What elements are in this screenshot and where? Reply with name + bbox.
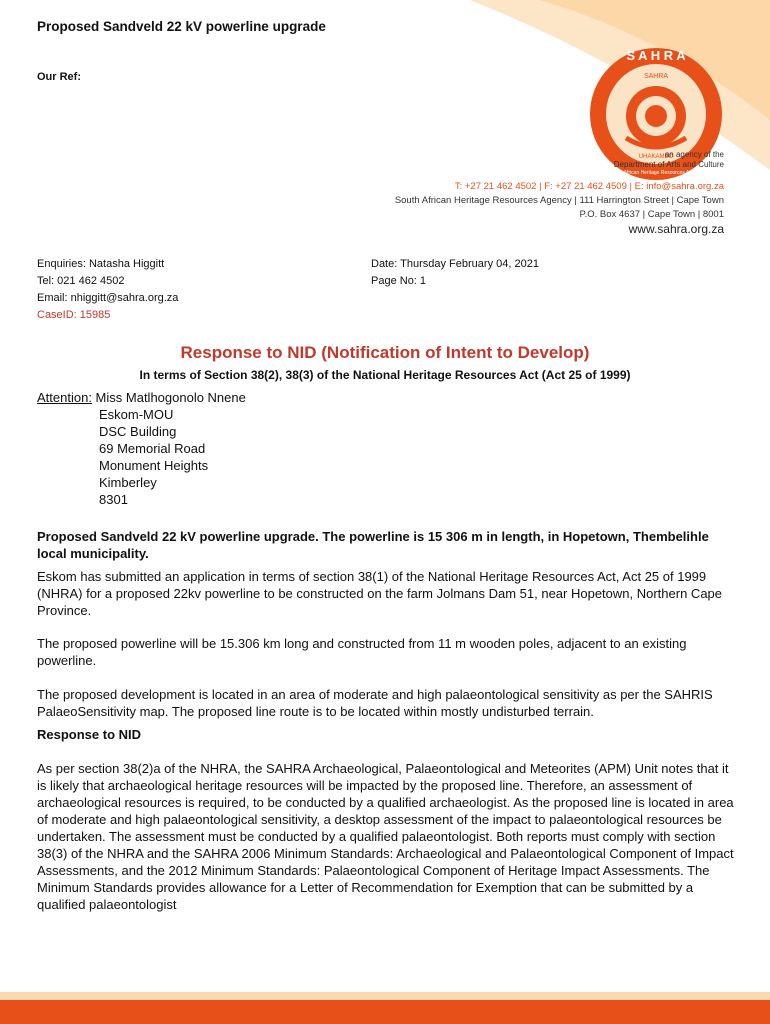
agency-website[interactable]: www.sahra.org.za [628,222,724,236]
agency-department: Department of Arts and Culture [613,160,724,169]
attention-line [37,389,246,406]
paragraph-powerline: The proposed powerline will be 15.306 km long and constructed from 11 m wooden poles, adjacent to an existing powerline. [37,636,687,668]
paragraph-application: Eskom has submitted an application in terms of section 38(1) of the National Heritage Resources Act, Act 25 of 1999 (NHRA) for a proposed 22kv powerline to be constructed on the farm Jolmans Dam 51, near Hopetown, Northern Cape Province. [37,569,723,618]
address-line: Kimberley [99,475,157,490]
agency-address-line: South African Heritage Resources Agency | 111 Harrington Street | Cape Town [394,195,724,206]
footer-band [0,992,770,1024]
recipient-address [99,406,208,508]
attention-name: Miss Matlhogonolo Nnene [91,390,246,405]
case-id: CaseID: 15985 [37,309,111,321]
response-heading: Response to NID [37,727,142,742]
logo-side-text: South African Heritage Resources Agency [609,170,703,176]
address-line: DSC Building [99,424,177,439]
attention-label: Attention: [37,390,92,405]
enquiries-block [37,256,178,324]
agency-contact-line: T: +27 21 462 4502 | F: +27 21 462 4509 | E: info@sahra.org.za [454,181,724,192]
agency-of-text: an agency of the [664,150,724,159]
letter-date: Date: Thursday February 04, 2021 [371,258,539,270]
project-title: Proposed Sandveld 22 kV powerline upgrade. The powerline is 15 306 m in length, in Hopetown, Thembelihle local municipality. [37,529,709,561]
address-line: 69 Memorial Road [99,441,206,456]
date-block [371,256,539,290]
main-heading: Response to NID (Notification of Intent to Develop) [180,343,590,362]
logo-arc-text: S A H R A [626,48,686,63]
paragraph-sensitivity: The proposed development is located in an area of moderate and high palaeontological sensitivity as per the SAHRIS PalaeoSensitivity map. The proposed line route is to be located within mostly undisturbed terrain. [37,687,713,719]
sub-heading: In terms of Section 38(2), 38(3) of the National Heritage Resources Act (Act 25 of 1999) [139,368,631,382]
enquiries-email[interactable]: Email: nhiggitt@sahra.org.za [37,292,179,304]
logo-inner-top-text: SAHRA [643,73,669,80]
logo-inner-bottom-text: UHAKAMBO [638,154,674,160]
agency-po-box: P.O. Box 4637 | Cape Town | 8001 [579,209,724,220]
our-ref-label: Our Ref: [37,71,81,83]
address-line: Monument Heights [99,458,209,473]
page-number: Page No: 1 [371,275,427,287]
address-line: Eskom-MOU [99,407,174,422]
document-title: Proposed Sandveld 22 kV powerline upgrade [37,19,326,34]
enquiries-name: Enquiries: Natasha Higgitt [37,258,165,270]
address-line: 8301 [99,492,128,507]
enquiries-tel: Tel: 021 462 4502 [37,275,125,287]
paragraph-response: As per section 38(2)a of the NHRA, the SAHRA Archaeological, Palaeontological and Meteorites (APM) Unit notes that it is likely that archaeological heritage resources will be impacted by the proposed line. Therefore, an assessment of archaeological resources is required, to be conducted by a qualified archaeologist. As the proposed line is located in area of moderate and high palaeontological sensitivity, a desktop assessment of the impact to palaeontological resources be undertaken. The assessment must be conducted by a qualified palaeontologist. Both reports must comply with section 38(3) of the NHRA and the SAHRA 2006 Minimum Standards: Archaeological and Palaeontological Component of Impact Assessments, and the 2012 Minimum Standards: Palaeontological Component of Heritage Impact Assessments. The Minimum Standards provides allowance for a Letter of Recommendation for Exemption that can be submitted by a qualified palaeontologist [37,761,734,912]
agency-contact-block [395,150,724,236]
